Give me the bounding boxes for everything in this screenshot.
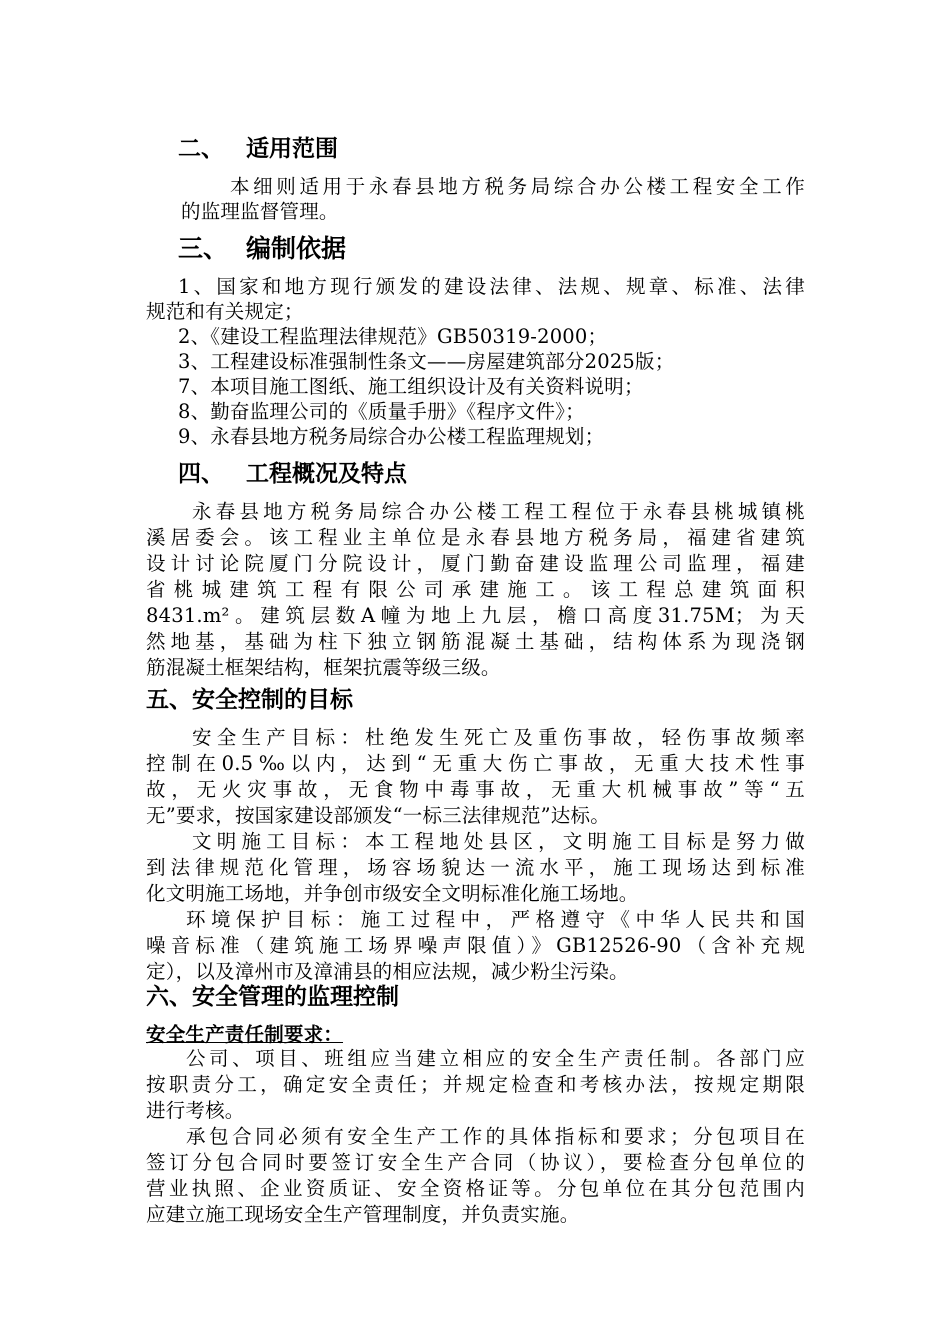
section-number: 三、 [178, 234, 229, 263]
paragraph-line: 进行考核。 [146, 1099, 245, 1122]
paragraph-line: 化文明施工场地，并争创市级安全文明标准化施工场地。 [146, 882, 639, 905]
list-item: 9、永春县地方税务局综合办公楼工程监理规划； [178, 425, 605, 448]
paragraph-line: 承包合同必须有安全生产工作的具体指标和要求；分包项目在 [186, 1125, 805, 1148]
paragraph-line: 安全生产目标：杜绝发生死亡及重伤事故，轻伤事故频率 [192, 726, 805, 749]
paragraph-line: 文明施工目标：本工程地处县区，文明施工目标是努力做 [192, 830, 805, 853]
section-title: 工程概况及特点 [246, 461, 407, 487]
section-heading-control: 六、安全管理的监理控制 [146, 984, 399, 1010]
section-heading-basis [178, 234, 346, 264]
section-title: 编制依据 [246, 234, 347, 263]
paragraph-line: 溪居委会。该工程业主单位是永春县地方税务局，福建省建筑 [146, 526, 805, 549]
paragraph-line: 签订分包合同时要签订安全生产合同（协议），要检查分包单位的 [146, 1151, 805, 1174]
section-title: 适用范围 [246, 136, 338, 162]
list-item: 3、工程建设标准强制性条文——房屋建筑部分2025版； [178, 350, 675, 373]
subsection-title: 安全生产责任制要求： [146, 1023, 344, 1046]
section-heading-overview [178, 459, 407, 489]
paragraph-line: 到法律规范化管理，场容场貌达一流水平，施工现场达到标准 [146, 856, 805, 879]
paragraph-line: 设计讨论院厦门分院设计，厦门勤奋建设监理公司监理，福建 [146, 552, 805, 575]
list-item: 8、勤奋监理公司的《质量手册》《程序文件》； [178, 400, 585, 423]
paragraph-line: 公司、项目、班组应当建立相应的安全生产责任制。各部门应 [186, 1047, 805, 1070]
paragraph-line: 定），以及漳州市及漳浦县的相应法规，减少粉尘污染。 [146, 960, 629, 983]
paragraph-line: 筋混凝土框架结构，框架抗震等级三级。 [146, 656, 501, 679]
paragraph-line: 控制在0.5‰以内，达到“无重大伤亡事故，无重大技术性事 [146, 752, 805, 775]
paragraph-line: 的监理监督管理。 [181, 200, 339, 223]
paragraph-line: 应建立施工现场安全生产管理制度，并负责实施。 [146, 1203, 580, 1226]
paragraph-line: 噪音标准（建筑施工场界噪声限值）》GB12526-90（含补充规 [146, 934, 805, 957]
paragraph-line: 本细则适用于永春县地方税务局综合办公楼工程安全工作 [230, 175, 805, 198]
list-item: 2、《建设工程监理法律规范》GB50319-2000； [178, 325, 608, 348]
paragraph-line: 然地基，基础为柱下独立钢筋混凝土基础，结构体系为现浇钢 [146, 630, 805, 653]
paragraph-line: 永春县地方税务局综合办公楼工程工程位于永春县桃城镇桃 [192, 500, 805, 523]
paragraph-line: 省桃城建筑工程有限公司承建施工。该工程总建筑面积 [146, 578, 805, 601]
section-number: 四、 [178, 461, 224, 487]
paragraph-line: 按职责分工，确定安全责任；并规定检查和考核办法，按规定期限 [146, 1073, 805, 1096]
list-item: 1、国家和地方现行颁发的建设法律、法规、规章、标准、法律 [178, 275, 805, 298]
section-heading-goals: 五、安全控制的目标 [146, 687, 353, 713]
paragraph-line: 环境保护目标：施工过程中，严格遵守《中华人民共和国 [186, 908, 805, 931]
list-item: 7、本项目施工图纸、施工组织设计及有关资料说明； [178, 375, 644, 398]
paragraph-line: 8431.m²。建筑层数A幢为地上九层，檐口高度31.75M；为天 [146, 604, 805, 627]
section-number: 二、 [178, 136, 224, 162]
paragraph-line: 故，无火灾事故，无食物中毒事故，无重大机械事故”等“五 [146, 778, 805, 801]
paragraph-line: 无”要求，按国家建设部颁发“一标三法律规范”达标。 [146, 804, 610, 827]
section-heading-scope [178, 134, 338, 164]
list-item: 规范和有关规定； [146, 300, 304, 323]
paragraph-line: 营业执照、企业资质证、安全资格证等。分包单位在其分包范围内 [146, 1177, 805, 1200]
